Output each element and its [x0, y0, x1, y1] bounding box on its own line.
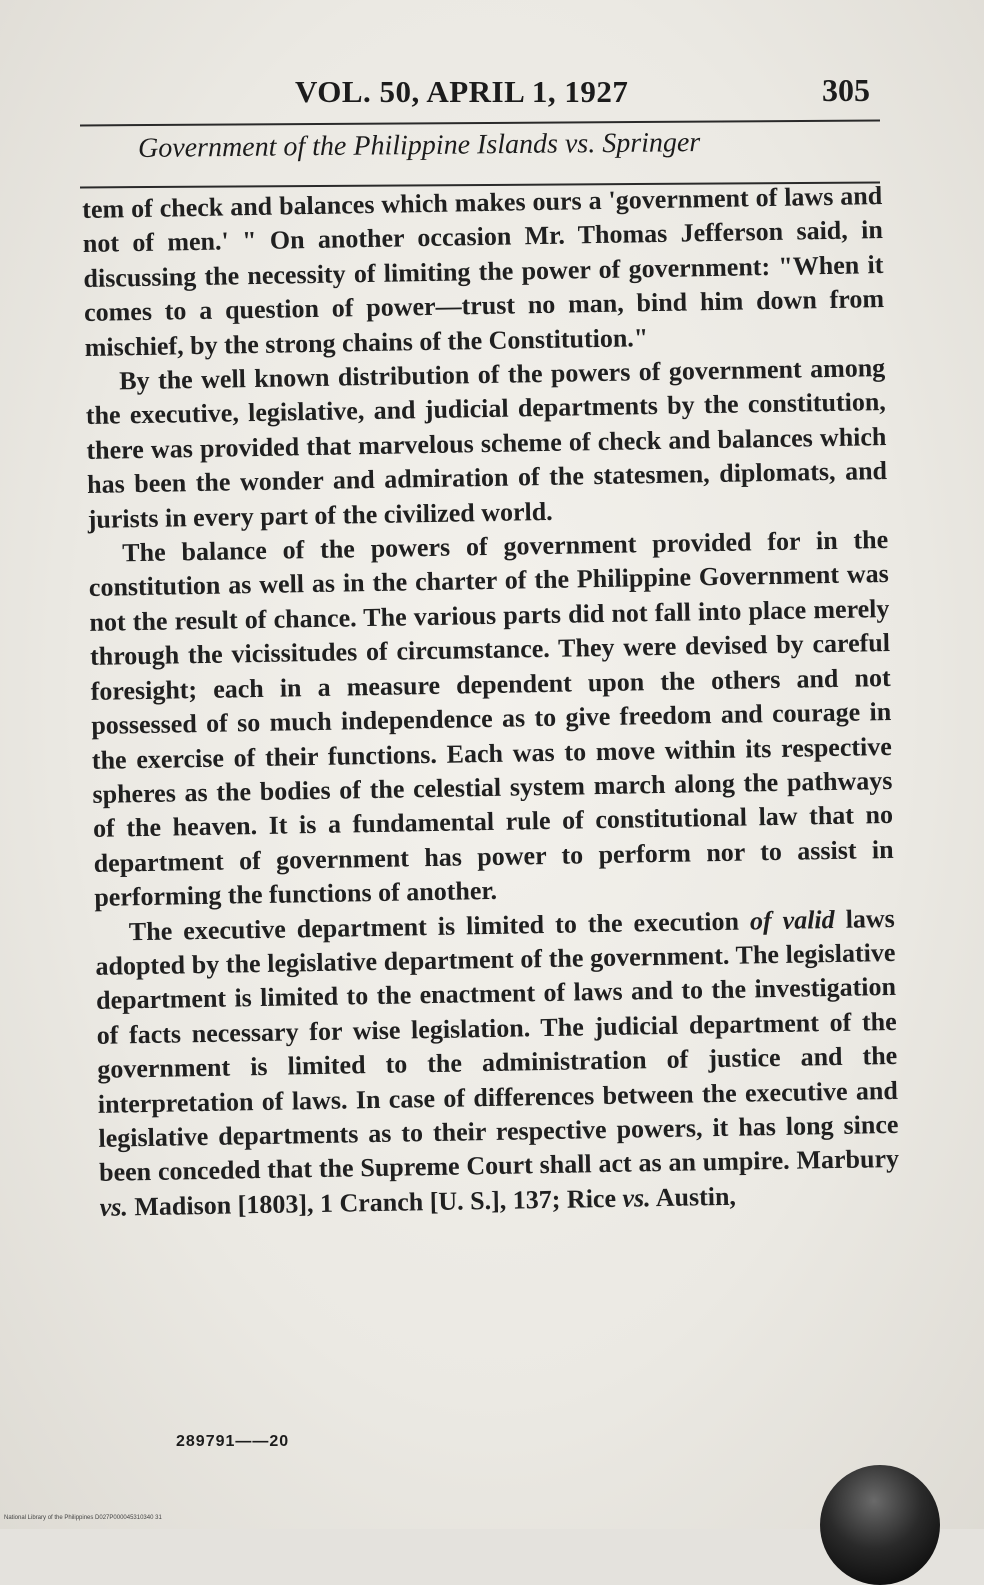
page-number: 305: [822, 72, 870, 108]
case-running-head: Government of the Philippine Islands vs. Springer: [137, 127, 701, 164]
paragraph-4: [95, 901, 900, 1225]
p4-italic-vs-1: vs.: [99, 1192, 129, 1222]
p4-text-3: Madison [1803], 1 Cranch [U. S.], 137; Rice: [127, 1183, 623, 1222]
paragraph-2: By the well known distribution of the powers of government among the executive, legislative, and judicial departments by the constitution, there was provided that marvelous scheme of check and balances which has been the wonder and admiration of the statesmen, diplomats, and jurists in every part of the civilized world.: [85, 353, 888, 534]
p4-italic-vs-2: vs.: [622, 1183, 651, 1213]
p4-italic-of-valid: of valid: [749, 904, 835, 935]
library-watermark: National Library of the Philippines D027P000045310340 31: [4, 1515, 162, 1521]
page-header: [80, 70, 880, 120]
paragraph-1: tem of check and balances which makes ours a 'government of laws and not of men.' " On another occasion Mr. Thomas Jefferson said, in discussing the necessity of limiting the power of government: "When it comes to a question of power—trust no man, bind him down from mischief, by the strong chains of the Constitution.": [82, 181, 885, 362]
volume-date-title: VOL. 50, APRIL 1, 1927: [295, 74, 629, 109]
p4-text-2: laws adopted by the legislative department of the government. The legislative department is limited to the enactment of laws and to the investigation of facts necessary for wise legislation. The judicial department of the government is limited to the administration of justice and the interpretation of laws. In case of differences between the executive and legislative departments as to their respective powers, it has long since been conceded that the Supreme Court shall act as an umpire. Marbury: [95, 903, 900, 1188]
header-rule-top: [80, 120, 880, 127]
paragraph-3: The balance of the powers of government provided for in the constitution as well as in the charter of the Philippine Government was not the result of chance. The various parts did not fall into place merely through the vicissitudes of circumstance. They were devised by careful foresight; each in a measure dependent upon the others and not possessed of so much independence as to give freedom and courage in the exercise of their functions. Each was to move within its respective spheres as the bodies of the celestial system march along the pathways of the heaven. It is a fundamental rule of constitutional law that no department of government has power to perform nor to assist in performing the functions of another.: [88, 525, 894, 913]
scanner-thumb-shadow: [820, 1465, 940, 1585]
p4-text-1: The executive department is limited to the execution: [128, 905, 751, 946]
p4-text-4: Austin,: [650, 1181, 737, 1213]
body-text: [82, 179, 900, 1225]
printer-signature: 289791——20: [176, 1433, 290, 1450]
